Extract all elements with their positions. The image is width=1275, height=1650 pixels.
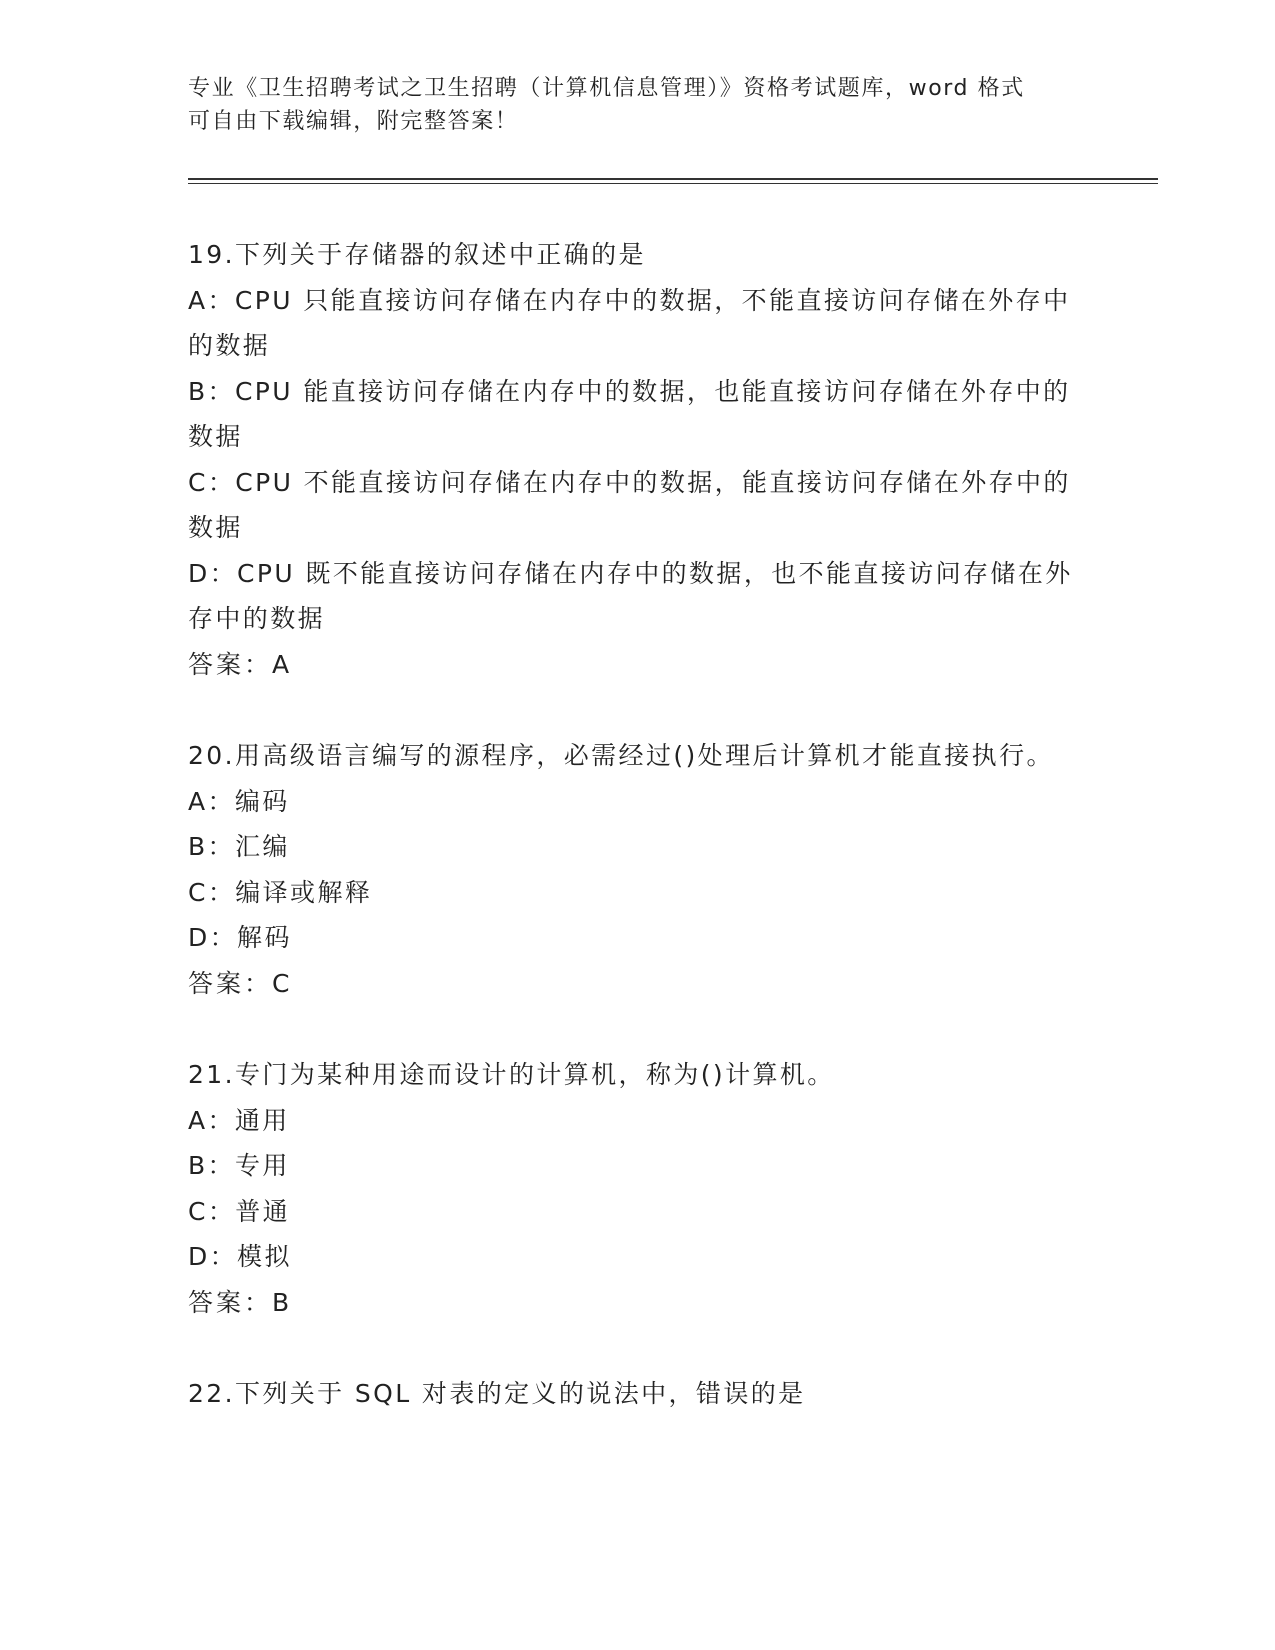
option-d: D：解码: [188, 923, 292, 952]
header-rule-thin: [188, 183, 1158, 184]
answer: 答案：A: [188, 649, 293, 679]
option-c: C：普通: [188, 1196, 291, 1226]
option-b: B：专用: [188, 1151, 290, 1180]
question-list: [188, 232, 1078, 1463]
question-22: [188, 1371, 1078, 1417]
option-c: C：CPU 不能直接访问存储在内存中的数据，能直接访问存储在外存中的数据: [188, 467, 1071, 542]
option-c: C：编译或解释: [188, 877, 373, 907]
question-21: [188, 1052, 1078, 1325]
option-b: B：汇编: [188, 832, 290, 861]
header-line-2: 可自由下载编辑，附完整答案！: [188, 109, 519, 134]
header-rule-thick: [188, 178, 1158, 180]
option-a: A：通用: [188, 1105, 290, 1135]
question-stem: 20.用高级语言编写的源程序，必需经过()处理后计算机才能直接执行。: [188, 741, 1054, 770]
answer: 答案：C: [188, 968, 293, 998]
answer: 答案：B: [188, 1287, 293, 1317]
option-d: D：模拟: [188, 1242, 292, 1271]
option-a: A：编码: [188, 786, 290, 816]
question-stem: 22.下列关于 SQL 对表的定义的说法中，错误的是: [188, 1379, 806, 1408]
option-b: B：CPU 能直接访问存储在内存中的数据，也能直接访问存储在外存中的数据: [188, 376, 1071, 451]
question-stem: 19.下列关于存储器的叙述中正确的是: [188, 240, 646, 269]
option-a: A：CPU 只能直接访问存储在内存中的数据，不能直接访问存储在外存中的数据: [188, 285, 1071, 360]
document-header: [188, 72, 1068, 138]
option-d: D：CPU 既不能直接访问存储在内存中的数据，也不能直接访问存储在外存中的数据: [188, 558, 1073, 633]
question-stem: 21.专门为某种用途而设计的计算机，称为()计算机。: [188, 1060, 835, 1089]
question-19: [188, 232, 1078, 687]
question-20: [188, 733, 1078, 1006]
header-line-1: 专业《卫生招聘考试之卫生招聘（计算机信息管理）》资格考试题库，word 格式: [188, 76, 1025, 101]
